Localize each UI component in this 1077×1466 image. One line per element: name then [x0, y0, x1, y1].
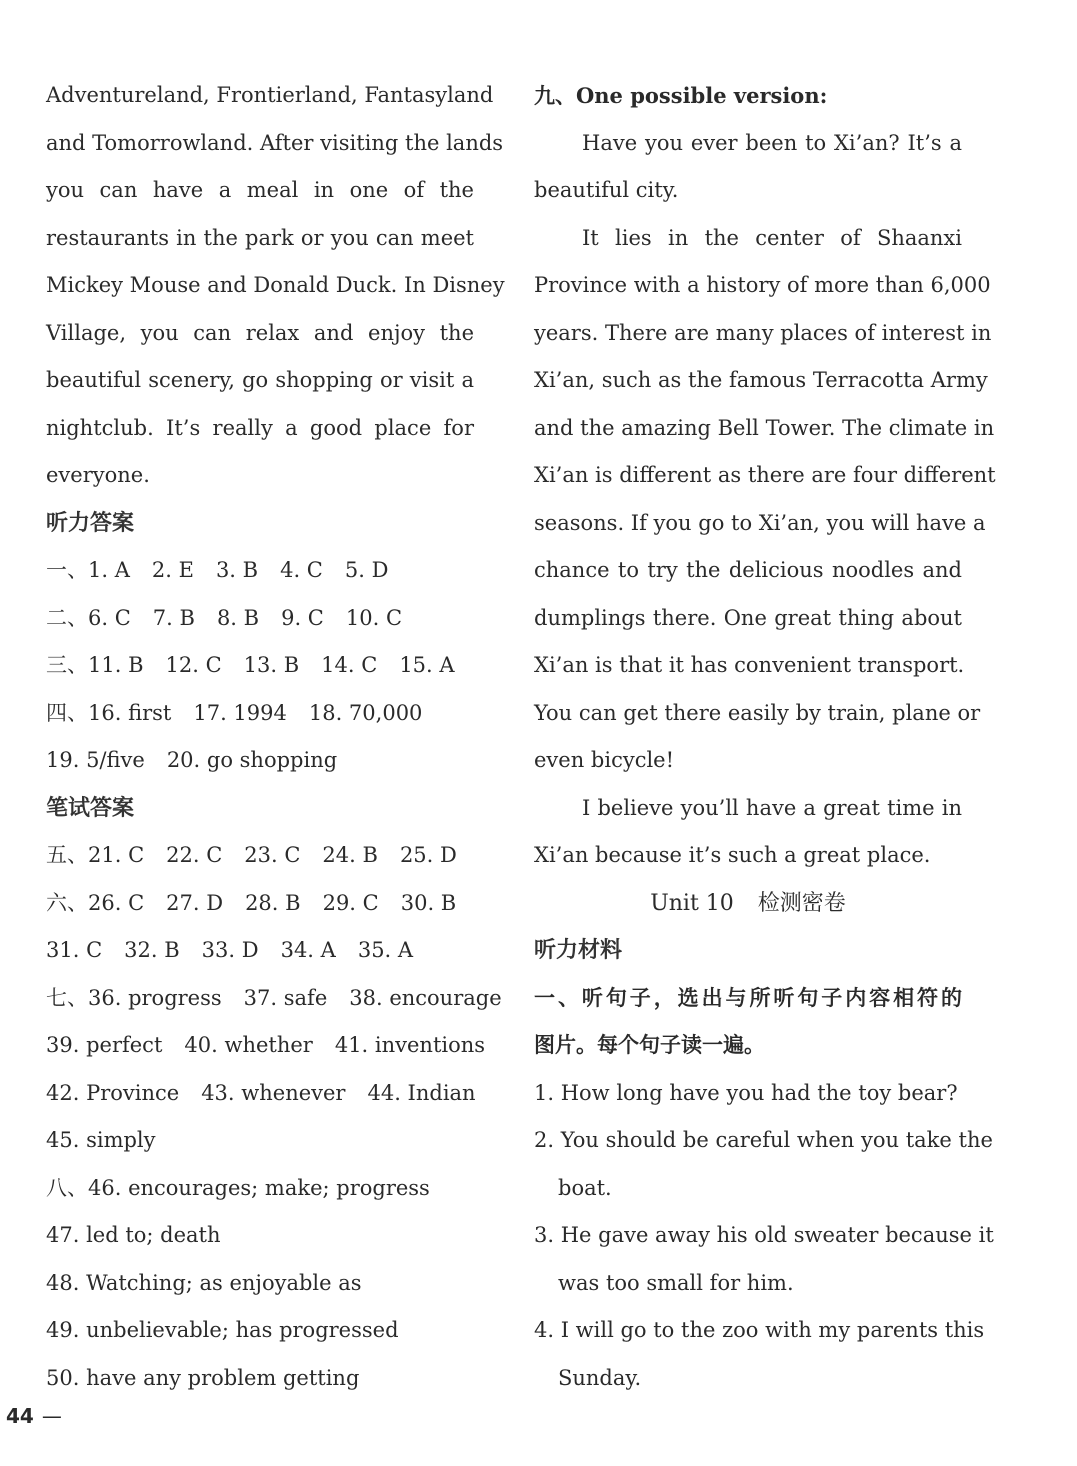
essay-line: Have you ever been to Xi’an? It’s a: [582, 130, 962, 155]
answer-item: 28. B: [245, 890, 301, 915]
sentence-item: 2. You should be careful when you take the: [534, 1128, 993, 1152]
essay-line: Province with a history of more than 6,000: [534, 273, 991, 297]
answer-item: 31. C: [46, 938, 103, 962]
answer-item: 14. C: [321, 653, 378, 677]
answer-item: 二、6. C: [46, 605, 131, 630]
essay-line: years. There are many places of interest in: [534, 320, 992, 345]
essay-line: Xi’an is that it has convenient transport.: [534, 653, 965, 677]
answer-item: 20. go shopping: [166, 748, 338, 772]
essay-line: chance to try the delicious noodles and: [534, 558, 962, 582]
answer-item: 41. inventions: [334, 1033, 486, 1057]
sentence-item: 4. I will go to the zoo with my parents this: [534, 1318, 985, 1342]
essay-line: I believe you’ll have a great time in: [582, 795, 962, 820]
answer-row: [46, 1212, 474, 1260]
answer-item: 43. whenever: [201, 1080, 346, 1105]
answer-item: 47. led to; death: [46, 1223, 221, 1247]
answer-item: 23. C: [244, 843, 301, 867]
passage-line: Adventureland, Frontierland, Fantasyland: [46, 83, 494, 107]
answer-item: 2. E: [151, 558, 194, 582]
answer-item: 49. unbelievable; has progressed: [46, 1318, 399, 1342]
answer-row: [46, 1165, 474, 1213]
answer-item: 50. have any problem getting: [46, 1365, 360, 1390]
essay-line: and the amazing Bell Tower. The climate in: [534, 415, 995, 440]
answer-item: 39. perfect: [46, 1033, 163, 1057]
answer-row: [46, 1117, 474, 1165]
sentence-item: 3. He gave away his old sweater because it: [534, 1223, 994, 1247]
answer-row: [46, 975, 502, 1023]
answer-item: 18. 70,000: [308, 700, 423, 725]
answer-item: 3. B: [215, 558, 259, 582]
question-instruction: 图片。每个句子读一遍。: [534, 1033, 765, 1057]
answer-item: 一、1. A: [46, 558, 130, 582]
answer-item: 7. B: [152, 605, 195, 630]
answer-item: 4. C: [280, 558, 323, 582]
answer-item: 34. A: [280, 938, 336, 962]
answer-item: 10. C: [345, 605, 403, 630]
answer-row: [46, 1260, 474, 1308]
answer-row: [46, 595, 474, 643]
answer-item: 9. C: [281, 605, 324, 630]
answer-item: 22. C: [166, 843, 223, 867]
answer-item: 八、46. encourages; make; progress: [46, 1175, 430, 1200]
sentence-continuation: was too small for him.: [558, 1270, 794, 1295]
answer-row: [46, 927, 474, 975]
written-answers: [46, 832, 502, 1402]
answer-item: 29. C: [322, 890, 379, 915]
sentence-continuation: Sunday.: [558, 1365, 642, 1390]
answer-row: [46, 1355, 474, 1403]
answer-item: 38. encourage: [349, 985, 502, 1010]
answer-item: 15. A: [399, 653, 455, 677]
passage-line: restaurants in the park or you can meet: [46, 225, 474, 250]
answer-item: 24. B: [322, 843, 378, 867]
answer-item: 48. Watching; as enjoyable as: [46, 1270, 362, 1295]
page-number: [6, 1404, 62, 1428]
answer-item: 45. simply: [46, 1128, 156, 1152]
passage-line: everyone.: [46, 463, 150, 487]
essay-line: dumplings there. One great thing about: [534, 605, 962, 630]
sample-essay: [534, 120, 996, 880]
answer-item: 40. whether: [184, 1033, 313, 1057]
essay-line: You can get there easily by train, plane or: [534, 700, 981, 725]
listening-answers: [46, 547, 474, 785]
essay-line: even bicycle!: [534, 748, 675, 772]
answer-item: 27. D: [166, 890, 224, 915]
passage-line: beautiful scenery, go shopping or visit a: [46, 368, 474, 392]
answer-row: [46, 737, 474, 785]
answer-item: 25. D: [399, 843, 457, 867]
answer-item: 四、16. first: [46, 700, 172, 725]
sentence-continuation: boat.: [558, 1175, 612, 1200]
answer-row: [46, 1022, 486, 1070]
unit-name: 检测密卷: [757, 890, 846, 916]
passage-line: Mickey Mouse and Donald Duck. In Disney: [46, 273, 505, 297]
answer-row: [46, 690, 474, 738]
passage-line: and Tomorrowland. After visiting the lands: [46, 130, 504, 155]
passage-line: nightclub. It’s really a good place for: [46, 415, 474, 440]
answer-item: 19. 5/five: [46, 748, 145, 772]
unit-number: Unit 10: [650, 890, 734, 916]
essay-line: beautiful city.: [534, 178, 679, 202]
page-dash: —: [41, 1404, 62, 1428]
answer-row: [46, 880, 474, 928]
answer-row: [46, 832, 474, 880]
answer-item: 37. safe: [243, 985, 328, 1010]
answer-item: 44. Indian: [367, 1080, 476, 1105]
answer-row: [46, 547, 474, 595]
answer-item: 5. D: [344, 558, 389, 582]
written-answers-heading: 笔试答案: [46, 795, 135, 821]
answer-item: 三、11. B: [46, 653, 144, 677]
answer-item: 35. A: [357, 938, 414, 962]
right-column: [534, 72, 996, 1402]
answer-item: 12. C: [165, 653, 222, 677]
left-column: [46, 72, 505, 1402]
answer-item: 五、21. C: [46, 843, 145, 867]
listening-material-heading: 听力材料: [534, 938, 623, 963]
essay-line: Xi’an is different as there are four different: [534, 463, 996, 487]
answer-row: [46, 1307, 474, 1355]
page-number-value: 44: [6, 1404, 34, 1428]
answer-row: [46, 642, 474, 690]
passage-line: Village, you can relax and enjoy the: [46, 320, 474, 345]
essay-line: seasons. If you go to Xi’an, you will have a: [534, 510, 986, 535]
answer-item: 六、26. C: [46, 890, 145, 915]
answer-item: 42. Province: [46, 1080, 180, 1105]
passage-line: you can have a meal in one of the: [46, 178, 474, 202]
answer-row: [46, 1070, 474, 1118]
sentence-item: 1. How long have you had the toy bear?: [534, 1080, 958, 1105]
unit-title: [534, 880, 962, 928]
possible-version-heading: 九、One possible version:: [534, 83, 828, 108]
answer-item: 8. B: [216, 605, 260, 630]
answer-item: 32. B: [124, 938, 180, 962]
question-instruction: 一、听句子，选出与所听句子内容相符的: [534, 985, 962, 1010]
essay-line: Xi’an because it’s such a great place.: [534, 843, 931, 867]
answer-item: 33. D: [201, 938, 259, 962]
answer-item: 13. B: [243, 653, 300, 677]
essay-line: It lies in the center of Shaanxi: [582, 225, 962, 250]
essay-line: Xi’an, such as the famous Terracotta Army: [534, 368, 988, 392]
answer-item: 七、36. progress: [46, 985, 222, 1010]
listening-answers-heading: 听力答案: [46, 510, 135, 536]
answer-item: 30. B: [400, 890, 457, 915]
answer-item: 17. 1994: [193, 700, 287, 725]
